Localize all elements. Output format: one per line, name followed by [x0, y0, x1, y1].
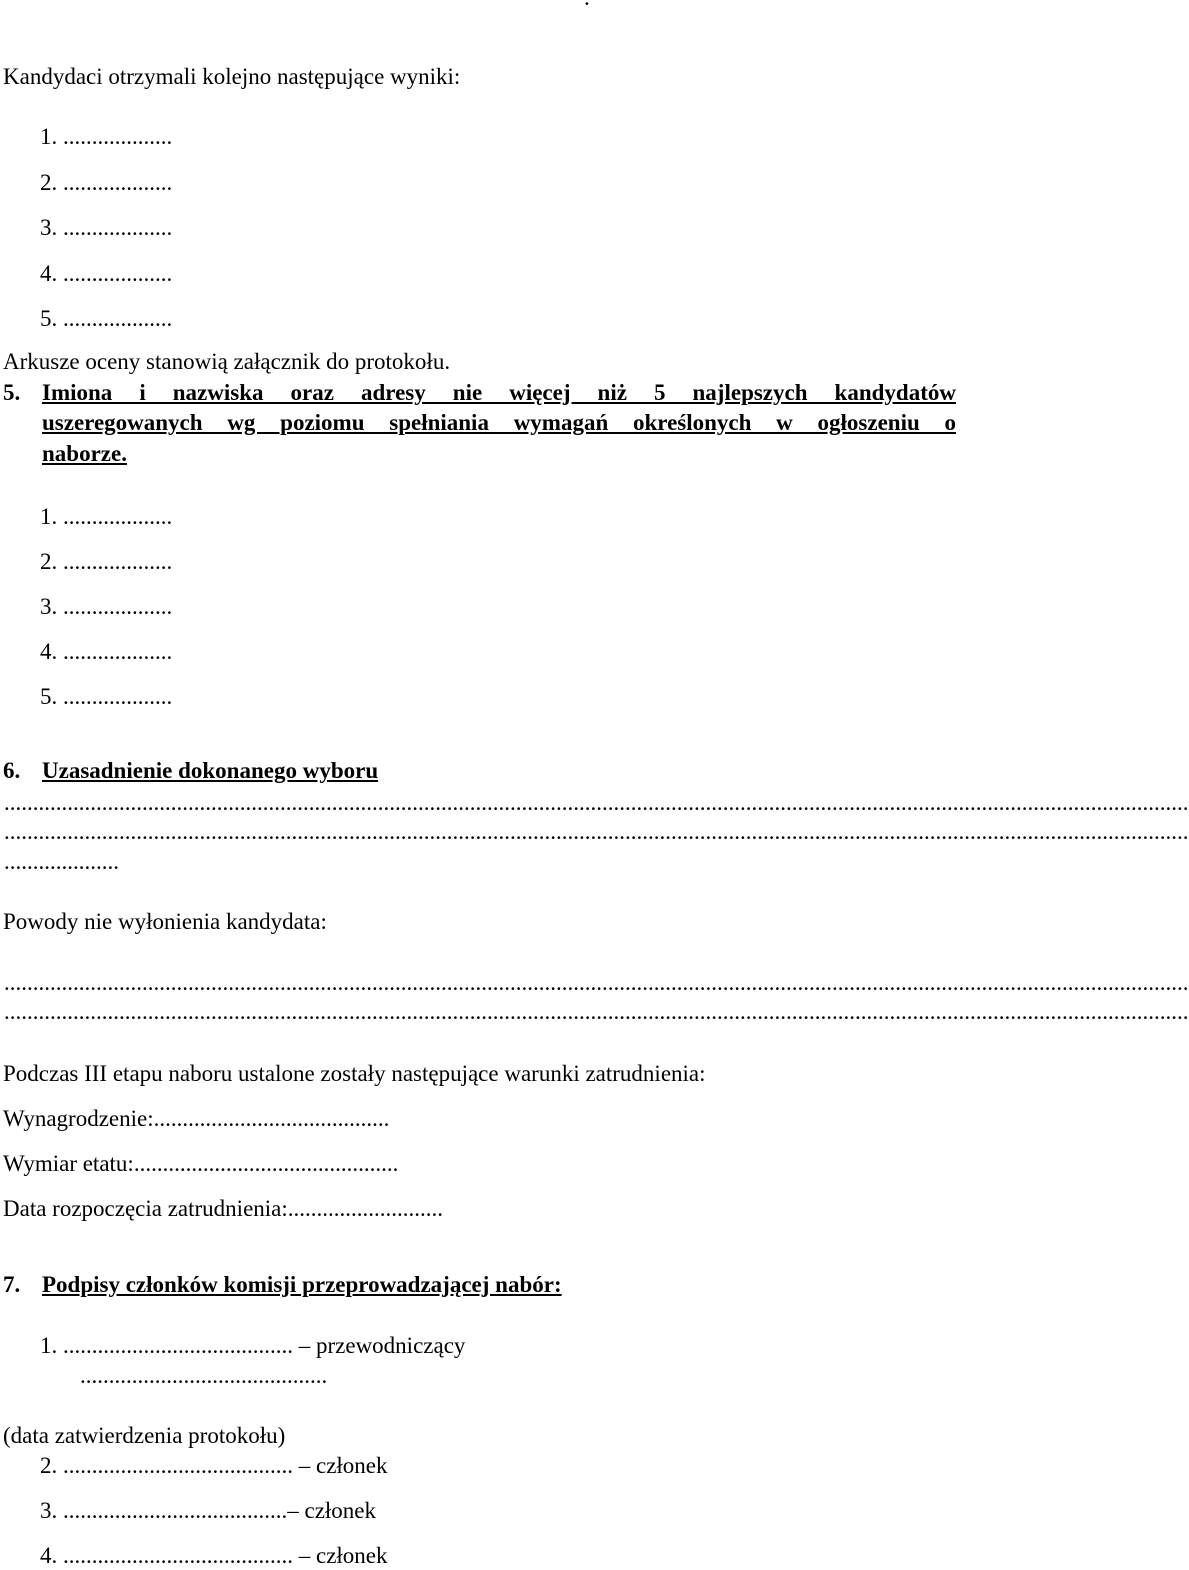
conditions-salary: Wynagrodzenie:.........................................: [3, 1106, 390, 1131]
section5-number: 5.: [3, 380, 21, 405]
section6-dotted-line-3: ....................: [4, 849, 119, 874]
section5-item-1: 1. ...................: [40, 504, 173, 529]
reasons-dotted-line-2: ..............................................................................................................................................................................................................: [4, 999, 1189, 1024]
approval-date-label: (data zatwierdzenia protokołu): [3, 1423, 286, 1448]
results-intro: Kandydaci otrzymali kolejno następujące wyniki:: [3, 64, 461, 89]
signature-member-2: 2. ........................................ – członek: [40, 1453, 388, 1478]
conditions-hours: Wymiar etatu:..............................................: [3, 1151, 399, 1176]
conditions-intro: Podczas III etapu naboru ustalone zostały następujące warunki zatrudnienia:: [3, 1061, 706, 1086]
reasons-dotted-line-1: ..............................................................................................................................................................................................................: [4, 970, 1189, 995]
section6-number: 6.: [3, 758, 21, 783]
results-item-2: 2. ...................: [40, 170, 173, 195]
results-item-4: 4. ...................: [40, 261, 173, 286]
section5-item-3: 3. ...................: [40, 594, 173, 619]
section5-heading-line-2: uszeregowanych wg poziomu spełniania wymagań określonych w ogłoszeniu o: [42, 410, 956, 435]
results-item-1: 1. ...................: [40, 124, 173, 149]
section5-item-2: 2. ...................: [40, 549, 173, 574]
results-item-3: 3. ...................: [40, 215, 173, 240]
section5-item-5: 5. ...................: [40, 684, 173, 709]
section6-dotted-line-1: ..............................................................................................................................................................................................................: [4, 790, 1189, 815]
results-item-5: 5. ...................: [40, 306, 173, 331]
section6-title: Uzasadnienie dokonanego wyboru: [42, 758, 379, 783]
signature-member-3: 3. .......................................– członek: [40, 1498, 377, 1523]
conditions-start-date: Data rozpoczęcia zatrudnienia:...........................: [3, 1196, 444, 1221]
section5-heading-line-3: naborze.: [42, 441, 127, 466]
signature-chair: 1. ........................................ – przewodniczący: [40, 1333, 466, 1358]
section5-heading-line-1: Imiona i nazwiska oraz adresy nie więcej niż 5 najlepszych kandydatów: [42, 380, 956, 405]
section5-item-4: 4. ...................: [40, 639, 173, 664]
reasons-label: Powody nie wyłonienia kandydata:: [3, 909, 327, 934]
section6-dotted-line-2: ..............................................................................................................................................................................................................: [4, 819, 1189, 844]
signature-member-4: 4. ........................................ – członek: [40, 1543, 388, 1568]
section7-title: Podpisy członków komisji przeprowadzającej nabór:: [42, 1272, 562, 1297]
attachments-note: Arkusze oceny stanowią załącznik do protokołu.: [3, 349, 451, 374]
signature-chair-dots: ...........................................: [80, 1363, 328, 1388]
corner-mark: [584, 0, 590, 12]
section7-number: 7.: [3, 1272, 21, 1297]
